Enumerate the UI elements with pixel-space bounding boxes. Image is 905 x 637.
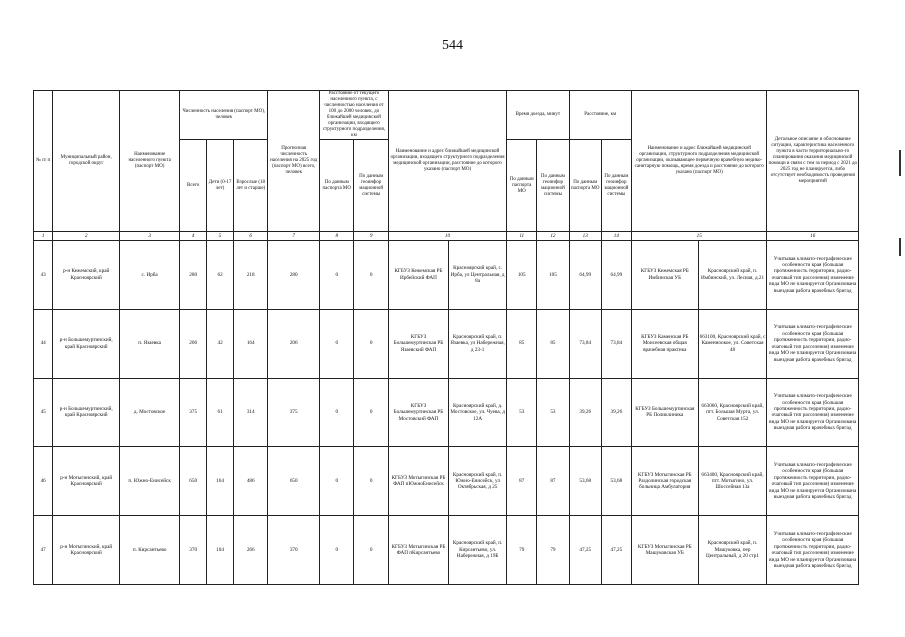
row-number: 47 xyxy=(34,516,53,585)
page-number: 544 xyxy=(442,38,463,53)
header-district: Муниципальный район, городской округ xyxy=(53,91,120,232)
pop-total-cell: 280 xyxy=(180,241,207,310)
header-km-passport: По данным паспорта МО xyxy=(569,140,601,232)
pmsp-name-cell: КГБУЗ Каменская РБ Моисеевская общая врачебная практика xyxy=(631,309,698,378)
travel-passport-cell: 85 xyxy=(507,309,537,378)
travel-geo-cell: 53 xyxy=(537,378,569,447)
pop-total-cell: 375 xyxy=(180,378,207,447)
km-geo-cell: 47,25 xyxy=(601,516,631,585)
org-name-cell: КГБУЗ Мотыгинская РБ ФАП пЮжноЕнисейск xyxy=(388,447,448,516)
details-cell: Учитывая климато-географические особенности края (большая протяженность территории, радио-очаговый тип расселения) изменение вида МО не планируется Организована выездная работа врачебных бригад xyxy=(767,309,859,378)
table-row xyxy=(34,516,859,585)
column-number: 1 xyxy=(34,232,53,241)
row-number: 43 xyxy=(34,241,53,310)
header-pmsp-org: Наименование и адрес ближайшей медицинской организации, структурного подразделения медицинской организации, оказывающее первичную врачебную медико-санитарную помощь, время доезда и расстояние до которого указано (паспорт МО) xyxy=(631,91,767,232)
km-passport-cell: 47,25 xyxy=(569,516,601,585)
table-body xyxy=(34,241,859,585)
pop-adults-cell: 218 xyxy=(234,241,268,310)
pmsp-name-cell: КГБУЗ Мотыгинская РБ Машуковская УБ xyxy=(631,516,698,585)
org-name-cell: КГБУЗ Большемуртинская РБ Язаевский ФАП xyxy=(388,309,448,378)
scan-edge-mark xyxy=(899,150,901,176)
pop-total-cell: 650 xyxy=(180,447,207,516)
pmsp-name-cell: КГБУЗ Кежемская РБ Имбинская УБ xyxy=(631,241,698,310)
header-km: Расстояние, км xyxy=(569,91,631,140)
pmsp-name-cell: КГБУЗ Мотыгинская РБ Раздолинская городская больница Амбулатория xyxy=(631,447,698,516)
travel-geo-cell: 105 xyxy=(537,241,569,310)
details-cell: Учитывая климато-географические особенности края (большая протяженность территории, радио-очаговый тип расселения) изменение вида МО не планируется Организована выездная работа врачебных бригад xyxy=(767,447,859,516)
dist-passport-cell: 0 xyxy=(320,241,354,310)
column-number: 13 xyxy=(569,232,601,241)
district-cell: р-н Большемуртинский, край Красноярский xyxy=(53,309,120,378)
pop-total-cell: 370 xyxy=(180,516,207,585)
column-number: 8 xyxy=(320,232,354,241)
pop-adults-cell: 266 xyxy=(234,516,268,585)
org-name-cell: КГБУЗ Кежемская РБ Ирбейский ФАП xyxy=(388,241,448,310)
pmsp-address-cell: 663100, Красноярский край, с Каменноокое, ул. Советская 48 xyxy=(698,309,767,378)
column-number: 10 xyxy=(388,232,506,241)
column-number: 12 xyxy=(537,232,569,241)
row-number: 46 xyxy=(34,447,53,516)
travel-passport-cell: 87 xyxy=(507,447,537,516)
km-geo-cell: 64,99 xyxy=(601,241,631,310)
forecast-cell: 375 xyxy=(268,378,320,447)
column-number: 7 xyxy=(268,232,320,241)
row-number: 45 xyxy=(34,378,53,447)
header-dist-geo: По данным геоинфор мационной системы xyxy=(354,140,388,232)
column-number: 9 xyxy=(354,232,388,241)
details-cell: Учитывая климато-географические особенности края (большая протяженность территории, радио-очаговый тип расселения) изменение вида МО не планируется Организована выездная работа врачебных бригад xyxy=(767,516,859,585)
travel-geo-cell: 79 xyxy=(537,516,569,585)
column-number: 2 xyxy=(53,232,120,241)
header-distance: Расстояние от текущего населенного пункта, с численностью населения от 100 до 2000 человек, до ближайшей медицинской организации, входящего структурного подразделения, км xyxy=(320,91,389,140)
table-row xyxy=(34,309,859,378)
district-cell: р-н Кежемский, край Красноярский xyxy=(53,241,120,310)
column-number: 3 xyxy=(120,232,180,241)
column-number: 5 xyxy=(207,232,234,241)
km-passport-cell: 53,68 xyxy=(569,447,601,516)
header-forecast: Прогнозная численность населения на 2025 год (паспорт МО) всего, человек xyxy=(268,91,320,232)
district-cell: р-н Мотыгинский, край Красноярский xyxy=(53,447,120,516)
settlement-cell: п. Южно-Енисейск xyxy=(120,447,180,516)
pop-total-cell: 206 xyxy=(180,309,207,378)
km-geo-cell: 53,68 xyxy=(601,447,631,516)
table-row xyxy=(34,241,859,310)
km-passport-cell: 64,99 xyxy=(569,241,601,310)
dist-passport-cell: 0 xyxy=(320,378,354,447)
pop-children-cell: 164 xyxy=(207,447,234,516)
column-number: 11 xyxy=(507,232,537,241)
org-address-cell: Красноярский край, д. Мостовское, ул. Чуева, д 12А xyxy=(449,378,507,447)
header-pop-adults: Взрослые (18 лет и старше) xyxy=(234,140,268,232)
column-number: 16 xyxy=(767,232,859,241)
org-address-cell: Красноярский край, с. Ирба, ул Центральная, д 8а xyxy=(449,241,507,310)
org-address-cell: Красноярский край, п. Южно-Енисейск, ул Октябрьская, д 25 xyxy=(449,447,507,516)
pmsp-address-cell: 663400, Красноярский край, пгт. Мотыгино, ул. Шоссейная 13а xyxy=(698,447,767,516)
header-details: Детальное описание и обоснование ситуации, характеристика населенного пункта в части территориально-го планирования оказания медицинской помощи в связи с тем за период с 2021 до 2025 год не планируется, либо отсутствует необходимость проведения мероприятий xyxy=(767,91,859,232)
settlement-cell: п. Язаевка xyxy=(120,309,180,378)
table-row xyxy=(34,378,859,447)
pmsp-address-cell: Красноярский край, п. Имбинский, ул. Лесная, д.21 xyxy=(698,241,767,310)
km-geo-cell: 73,84 xyxy=(601,309,631,378)
pop-children-cell: 42 xyxy=(207,309,234,378)
data-table xyxy=(33,90,859,585)
dist-geo-cell: 0 xyxy=(354,378,388,447)
row-number: 44 xyxy=(34,309,53,378)
dist-passport-cell: 0 xyxy=(320,516,354,585)
pop-adults-cell: 164 xyxy=(234,309,268,378)
km-passport-cell: 39,26 xyxy=(569,378,601,447)
pop-children-cell: 61 xyxy=(207,378,234,447)
details-cell: Учитывая климато-географические особенности края (большая протяженность территории, радио-очаговый тип расселения) изменение вида МО не планируется Организована выездная работа врачебных бригад xyxy=(767,241,859,310)
details-cell: Учитывая климато-географические особенности края (большая протяженность территории, радио-очаговый тип расселения) изменение вида МО не планируется Организована выездная работа врачебных бригад xyxy=(767,378,859,447)
scan-edge-mark xyxy=(899,238,901,256)
org-address-cell: Красноярский край, п. Кирсантьево, ул. Набережная, д 19Б xyxy=(449,516,507,585)
travel-passport-cell: 53 xyxy=(507,378,537,447)
km-passport-cell: 73,84 xyxy=(569,309,601,378)
header-pop-total: Всего xyxy=(180,140,207,232)
pop-children-cell: 104 xyxy=(207,516,234,585)
header-settlement: Наименование населенного пункта (паспорт МО) xyxy=(120,91,180,232)
travel-passport-cell: 79 xyxy=(507,516,537,585)
header-km-geo: По данным геоинфор мационной системы xyxy=(601,140,631,232)
forecast-cell: 650 xyxy=(268,447,320,516)
pmsp-address-cell: Красноярский край, п. Машуковка, пер Центральный, д 20 стр1 xyxy=(698,516,767,585)
header-travel-passport: По данным паспорта МО xyxy=(507,140,537,232)
pmsp-address-cell: 663060, Красноярский край, пгт. Большая Мурта, ул. Советская 152 xyxy=(698,378,767,447)
forecast-cell: 206 xyxy=(268,309,320,378)
forecast-cell: 280 xyxy=(268,241,320,310)
dist-passport-cell: 0 xyxy=(320,309,354,378)
header-nearest-org: Наименование и адрес ближайшей медицинской организации, входящего структурного подразделения медицинской организации, расстояние до которого указано (паспорт МО) xyxy=(388,91,506,232)
travel-geo-cell: 87 xyxy=(537,447,569,516)
district-cell: р-н Большемуртинский, край Красноярский xyxy=(53,378,120,447)
header-travel-time: Время доезда, минут xyxy=(507,91,569,140)
dist-geo-cell: 0 xyxy=(354,241,388,310)
column-number: 14 xyxy=(601,232,631,241)
org-name-cell: КГБУЗ Мотыгинская РБ ФАП пКирсантьево xyxy=(388,516,448,585)
column-number: 4 xyxy=(180,232,207,241)
org-address-cell: Красноярский край, п. Язаевка, ул Набережная, д 23-1 xyxy=(449,309,507,378)
pop-children-cell: 62 xyxy=(207,241,234,310)
header-pop-children: Дети (0-17 лет) xyxy=(207,140,234,232)
pop-adults-cell: 314 xyxy=(234,378,268,447)
pop-adults-cell: 486 xyxy=(234,447,268,516)
column-number: 15 xyxy=(631,232,767,241)
table-row xyxy=(34,447,859,516)
km-geo-cell: 39,26 xyxy=(601,378,631,447)
dist-geo-cell: 0 xyxy=(354,516,388,585)
settlement-cell: с. Ирба xyxy=(120,241,180,310)
pmsp-name-cell: КГБУЗ Большемуртинская РБ Поликлиника xyxy=(631,378,698,447)
settlement-cell: п. Кирсантьево xyxy=(120,516,180,585)
travel-geo-cell: 85 xyxy=(537,309,569,378)
dist-geo-cell: 0 xyxy=(354,309,388,378)
column-number: 6 xyxy=(234,232,268,241)
header-population: Численность населения (паспорт МО), человек xyxy=(180,91,268,140)
org-name-cell: КГБУЗ Большемуртинская РБ Мостовский ФАП xyxy=(388,378,448,447)
header-num: № п/ п xyxy=(34,91,53,232)
settlement-cell: д. Мостовское xyxy=(120,378,180,447)
district-cell: р-н Мотыгинский, край Красноярский xyxy=(53,516,120,585)
forecast-cell: 370 xyxy=(268,516,320,585)
travel-passport-cell: 105 xyxy=(507,241,537,310)
header-dist-passport: По данным паспорта МО xyxy=(320,140,354,232)
header-travel-geo: По данным геоинфор мационной системы xyxy=(537,140,569,232)
dist-geo-cell: 0 xyxy=(354,447,388,516)
dist-passport-cell: 0 xyxy=(320,447,354,516)
